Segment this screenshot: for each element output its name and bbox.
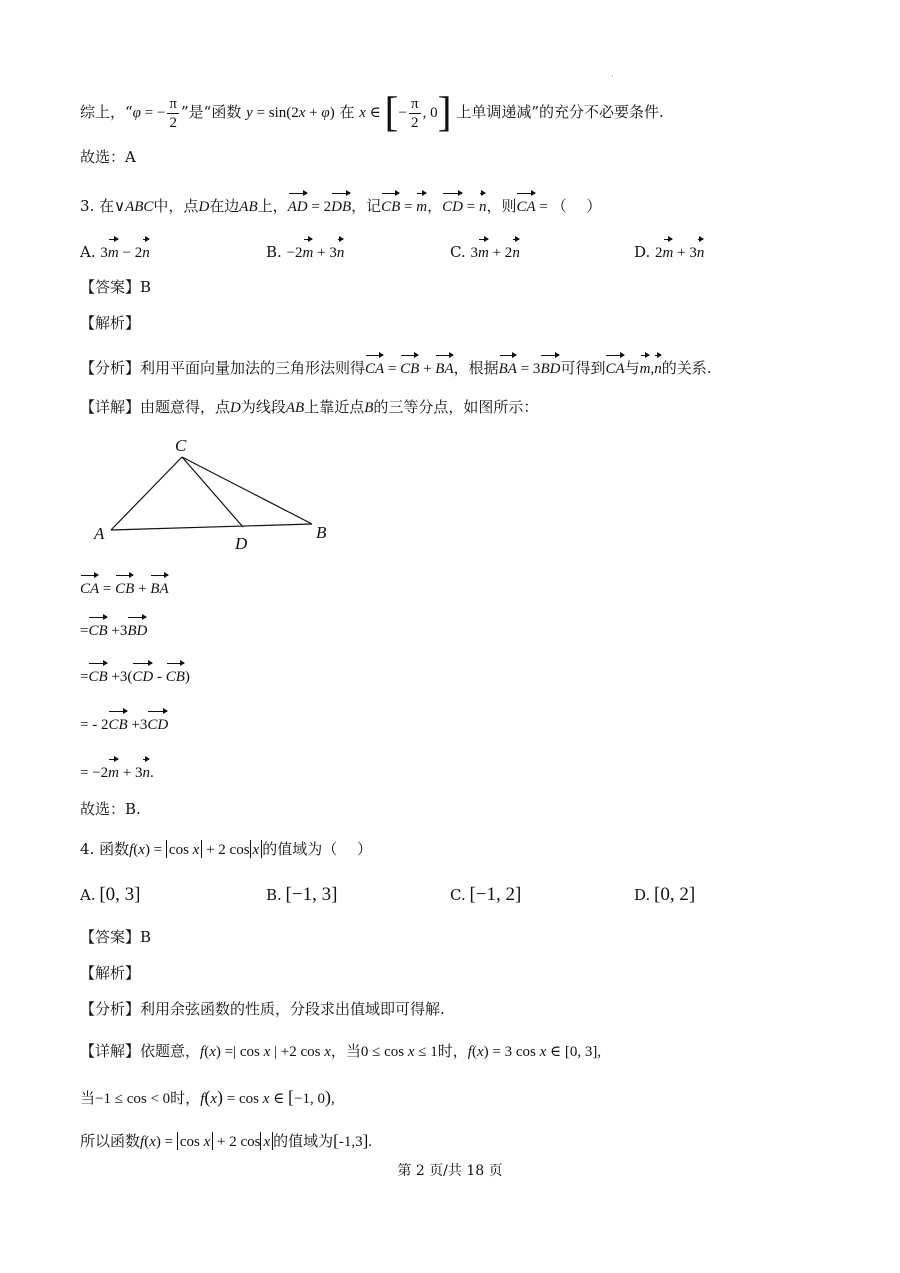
text: （ ）	[551, 197, 602, 215]
text: 综上，“	[80, 103, 133, 121]
q4-option-c: C. [−1, 2]	[450, 884, 522, 905]
text: ，记	[351, 197, 382, 215]
text: 的三等分点，如图所示：	[373, 398, 539, 416]
q4-option-b: B. [−1, 3]	[266, 884, 338, 905]
text: 在边	[209, 197, 240, 215]
text: 所以函数	[80, 1132, 141, 1150]
text: ，当	[330, 1042, 361, 1060]
label-a: A	[94, 524, 105, 543]
q3-analysis-heading: 【解析】	[80, 314, 141, 332]
segment-cd	[182, 457, 243, 527]
text: 4. 函数	[80, 840, 130, 858]
q4-xiangjie-1: 【详解】依题意，f(x) =| cos x | +2 cos x，当0 ≤ cos x ≤ 1时，f(x) = 3 cos x ∈ [0, 3],	[80, 1042, 602, 1060]
fraction: $\frac{\pi}{2}$	[410, 95, 419, 131]
q4-analysis-heading: 【解析】	[80, 964, 141, 982]
q3-option-a: A. 3m − 2n	[80, 236, 150, 264]
q4-option-d: D. [0, 2]	[634, 884, 696, 905]
q3-derivation-1: CA = CB + BA	[80, 572, 169, 600]
text: ，根据	[453, 359, 499, 377]
q3-xiangjie: 【详解】由题意得，点D为线段AB上靠近点B的三等分点，如图所示：	[80, 398, 539, 416]
segment-cb	[182, 457, 312, 524]
conclusion-line: 综上，“φ = − $\frac{\pi}{2}$ ”是“函数 y = sin(2x + φ) 在 x ∈ [− $\frac{\pi}{2}$ , 0] 上单调递减”的充分不必要条件.	[80, 90, 664, 136]
text: 与	[624, 359, 640, 377]
answer-line: 故选：A	[80, 148, 136, 166]
q3-answer: 【答案】B	[80, 278, 152, 296]
q4-fenxi: 【分析】利用余弦函数的性质，分段求出值域即可得解.	[80, 1000, 445, 1018]
q3-option-b: B. −2m + 3n	[266, 236, 344, 264]
text: 当	[80, 1089, 96, 1107]
q3-derivation-4: = - 2CB +3CD	[80, 708, 168, 736]
label-d: D	[235, 534, 248, 553]
label-c: C	[175, 436, 187, 455]
text: 上靠近点	[304, 398, 365, 416]
q3-derivation-3: =CB +3(CD - CB)	[80, 660, 190, 688]
q3-option-c: C. 3m + 2n	[450, 236, 520, 264]
text: 上，	[257, 197, 288, 215]
text: ”是“函数	[180, 103, 247, 121]
text: 在	[334, 103, 360, 121]
text: 为线段	[240, 398, 286, 416]
q3-fenxi: 【分析】利用平面向量加法的三角形法则得CA = CB + BA，根据BA = 3BD可得到CA与m,n的关系.	[80, 352, 712, 380]
text: 中，点	[153, 197, 199, 215]
q4-answer: 【答案】B	[80, 928, 152, 946]
text: 时，	[170, 1089, 201, 1107]
q4-xiangjie-3: 所以函数f(x) = cos x + 2 cos x 的值域为[-1,3].	[80, 1131, 372, 1150]
q4-xiangjie-2: 当−1 ≤ cos < 0时，f(x) = cos x ∈ [−1, 0),	[80, 1087, 335, 1107]
text: 【详解】由题意得，点	[80, 398, 231, 416]
page-footer: 第 2 页/共 18 页	[397, 1163, 503, 1179]
text: 的关系.	[661, 359, 712, 377]
text: 【详解】依题意，	[80, 1042, 201, 1060]
q3-option-d: D. 2m + 3n	[634, 236, 704, 264]
text: 上单调递减”的充分不必要条件.	[451, 103, 664, 121]
triangle-figure	[80, 430, 350, 555]
q3-derivation-5: = −2m + 3n.	[80, 756, 154, 784]
label-b: B	[316, 523, 327, 542]
q4-option-a: A. [0, 3]	[80, 884, 141, 905]
text: 的值域为	[273, 1132, 334, 1150]
text: 3. 在	[80, 197, 115, 215]
text: 可得到	[560, 359, 606, 377]
segment-ca	[111, 457, 182, 530]
fraction: $\frac{\pi}{2}$	[169, 95, 177, 131]
text: 时，	[437, 1042, 468, 1060]
segment-ab	[111, 524, 312, 530]
q3-stem: 3. 在∨ABC中，点D在边AB上，AD = 2DB，记CB = m，CD = n，则CA = （ ）	[80, 190, 601, 218]
q3-derivation-2: =CB +3BD	[80, 614, 147, 642]
text: ，	[427, 197, 443, 215]
text: 【分析】利用平面向量加法的三角形法则得	[80, 359, 366, 377]
q3-final: 故选：B.	[80, 800, 141, 818]
q4-stem: 4. 函数f(x) = cos x + 2 cos x 的值域为（ ）	[80, 840, 372, 858]
text: ，则	[486, 197, 517, 215]
text: 的值域为（ ）	[262, 840, 372, 858]
scan-speck	[612, 76, 613, 77]
